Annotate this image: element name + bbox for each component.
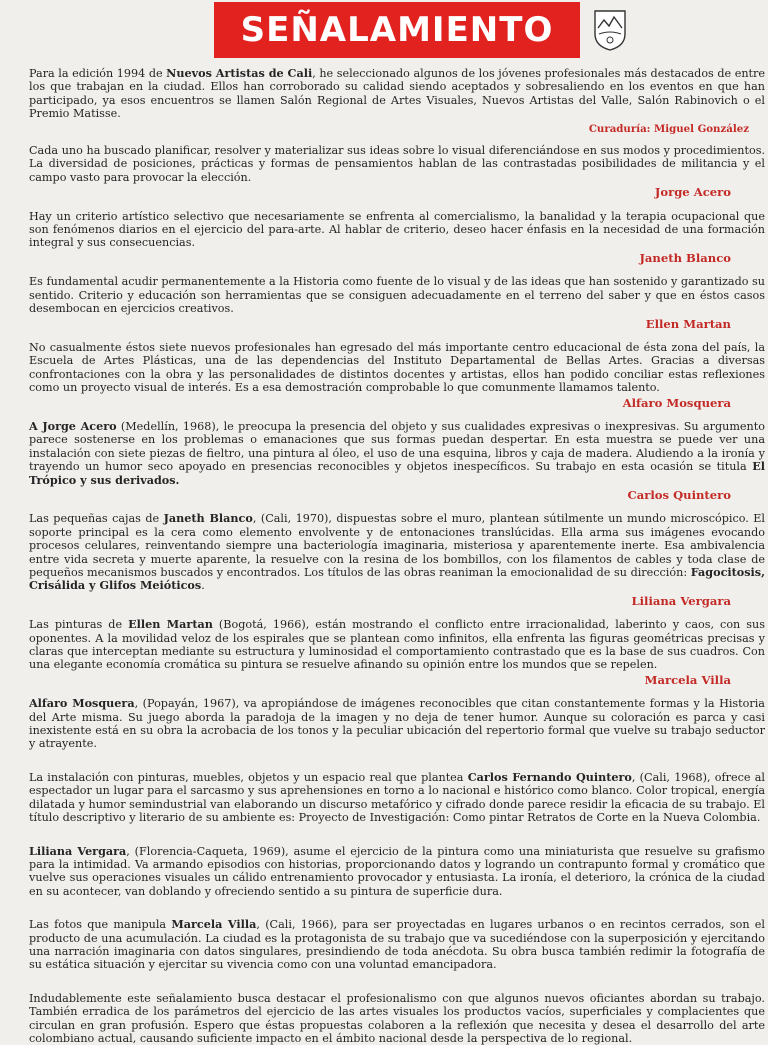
artist-paragraph-martan: Las pinturas de Ellen Martan (Bogotá, 1966), están mostrando el conflicto entre irracionalidad, laberinto y caos, con sus oponentes. A la movilidad veloz de los espirales que se plantean como infinitos, ella enfrenta las figuras geométricas precisas y claras que interceptan mediante su estructura y luminosidad el comportamiento contrastado que es la base de sus cuadros. Con una elegante economía cromática su pintura se resuelve afinando su opinión entre los mundos que se repelen. xyxy=(29,617,765,672)
intro-paragraph: Para la edición 1994 de Nuevos Artistas de Cali, he seleccionado algunos de los jóvenes profesionales más destacados de entre los que trabajan en la ciudad. Ellos han corroborado su calidad siendo aceptados y sobresaliendo en los eventos en que han participado, ya esos encuentros se llamen Salón Regional de Artes Visuales, Nuevos Artistas del Valle, Salón Rabinovich o el Premio Matisse. xyxy=(29,66,765,121)
statement-author: Jorge Acero xyxy=(654,185,731,200)
artist-paragraph-quintero: La instalación con pinturas, muebles, objetos y un espacio real que plantea Carlos Fernando Quintero, (Cali, 1968), ofrece al espectador un lugar para el sarcasmo y sus aprehensiones en torno a lo nacional e histórico como blanco. Color tropical, energía dilatada y humor semindustrial van elaborando un discurso metafórico y cifrado donde parece residir la eficacia de su trabajo. El título descriptivo y literario de su ambiente es: Proyecto de Investigación: Como pintar Retratos de Corte en la Nueva Colombia. xyxy=(29,769,765,825)
statement-paragraph: Hay un criterio artístico selectivo que necesariamente se enfrenta al comercialismo, la banalidad y la terapia ocupacional que son fenómenos diarios en el ejercicio del para-arte. Al hablar de criterio, deseo hacer énfasis en la necesidad de una formación integral y sus consecuencias. xyxy=(29,209,765,250)
closing-paragraph: Indudablemente este señalamiento busca destacar el profesionalismo con que algunos nuevos oficiantes abordan su trabajo. También erradica de los parámetros del ejercicio de las artes visuales los productos vacíos, superficiales y complacientes que circulan en gran profusión. Espero que éstas propuestas colaboren a la reflexión que necesita y desea el desarrollo del arte colombiano actual, causando suficiente impacto en el ámbito nacional desde la perspectiva de lo regional. xyxy=(29,991,765,1045)
title-banner xyxy=(214,2,580,58)
curator-signature: Curaduría: Miguel González xyxy=(588,122,749,135)
statement-paragraph: No casualmente éstos siete nuevos profesionales han egresado del más importante centro educacional de ésta zona del país, la Escuela de Artes Plásticas, una de las dependencias del Instituto Departamental de Bellas Artes. Gracias a diversas confrontaciones con la obra y las personalidades de distintos docentes y artistas, ellos han podido conciliar estas reflexiones como un proyecto visual de interés. Es a esa demostración comprobable lo que comunmente llamamos talento. xyxy=(29,340,765,395)
artist-paragraph-mosquera: Alfaro Mosquera, (Popayán, 1967), va apropiándose de imágenes reconocibles que citan constantemente formas y la Historia del Arte misma. Su juego aborda la paradoja de la imagen y no deja de tener humor. Aunque su coloración es parca y casi inexistente está en su obra la acrobacia de los tonos y la peculiar ubicación del repertorio formal que vuelve su trabajo seductor y atrayente. xyxy=(29,696,765,751)
artist-paragraph-blanco: Las pequeñas cajas de Janeth Blanco, (Cali, 1970), dispuestas sobre el muro, plantean sútilmente un mundo microscópico. El soporte principal es la cera como elemento envolvente y de entonaciones translúcidas. Ella arma sus imágenes evocando procesos celulares, reinventando siempre una bacteriología imaginaria, misteriosa y aparentemente inerte. Esa ambivalencia entre vida secreta y muerte aparente, la resuelve con la resina de los bombillos, con los filamentos de cables y toda clase de pequeños mecanismos buscados y encontrados. Los títulos de las obras reaniman la emocionalidad de su dirección: Fagocitosis, Crisálida y Glifos Meióticos. xyxy=(29,511,765,593)
page-title: SEÑALAMIENTO xyxy=(240,10,554,50)
artist-paragraph-vergara: Liliana Vergara, (Florencia-Caqueta, 1969), asume el ejercicio de la pintura como una miniaturista que resuelve su grafismo para la intimidad. Va armando episodios con historias, proporcionando datos y logrando un contrapunto formal y cromático que vuelve sus operaciones visuales un cálido entrenamiento provocador y entusiasta. La ironía, el deterioro, la crónica de la ciudad en su acontecer, van doblando y ofreciendo sentido a su pintura de superficie dura. xyxy=(29,843,765,898)
statement-author: Ellen Martan xyxy=(645,316,731,331)
statement-author: Alfaro Mosquera xyxy=(622,395,731,410)
artist-author: Liliana Vergara xyxy=(631,593,731,608)
artist-paragraph-acero: A Jorge Acero (Medellín, 1968), le preocupa la presencia del objeto y sus cualidades expresivas o inexpresivas. Su argumento parece sostenerse en los problemas o emanaciones que sus formas puedan despertar. En esta muestra se puede ver una instalación con siete piezas de fieltro, una pintura al óleo, el uso de una esquina, libros y caja de madera. Aludiendo a la ironía y trayendo un humor seco apoyado en presencias reconocibles y objetos inespecíficos. Su trabajo en esta ocasión se titula El Trópico y sus derivados. xyxy=(29,418,765,487)
statement-author: Janeth Blanco xyxy=(639,250,731,265)
artist-author: Carlos Quintero xyxy=(627,487,731,502)
statement-paragraph: Es fundamental acudir permanentemente a la Historia como fuente de lo visual y de las ideas que han sostenido y garantizado su sentido. Criterio y educación son herramientas que se consiguen adecuadamente en el terreno del saber y que en éstos casos desembocan en ejercicios creativos. xyxy=(29,275,765,316)
statement-paragraph: Cada uno ha buscado planificar, resolver y materializar sus ideas sobre lo visual diferenciándose en sus modos y procedimientos. La diversidad de posiciones, prácticas y formas de pensamientos hablan de las contrastadas posibilidades de militancia y el campo vasto para provocar la elección. xyxy=(29,144,765,184)
article-body xyxy=(29,66,765,1045)
artist-author: Marcela Villa xyxy=(644,672,731,687)
artist-paragraph-villa: Las fotos que manipula Marcela Villa, (Cali, 1966), para ser proyectadas en lugares urbanos o en recintos cerrados, son el producto de una acumulación. La ciudad es la protagonista de su trabajo que va sucediéndose con la superposición y ejercitando una narración imaginaria con datos singulares, presindiendo de toda anécdota. Su obra busca también redimir la fotografía de su estática situación y ejercitar su vivencia como con una voluntad emancipadora. xyxy=(29,917,765,972)
seal-icon xyxy=(592,8,628,52)
